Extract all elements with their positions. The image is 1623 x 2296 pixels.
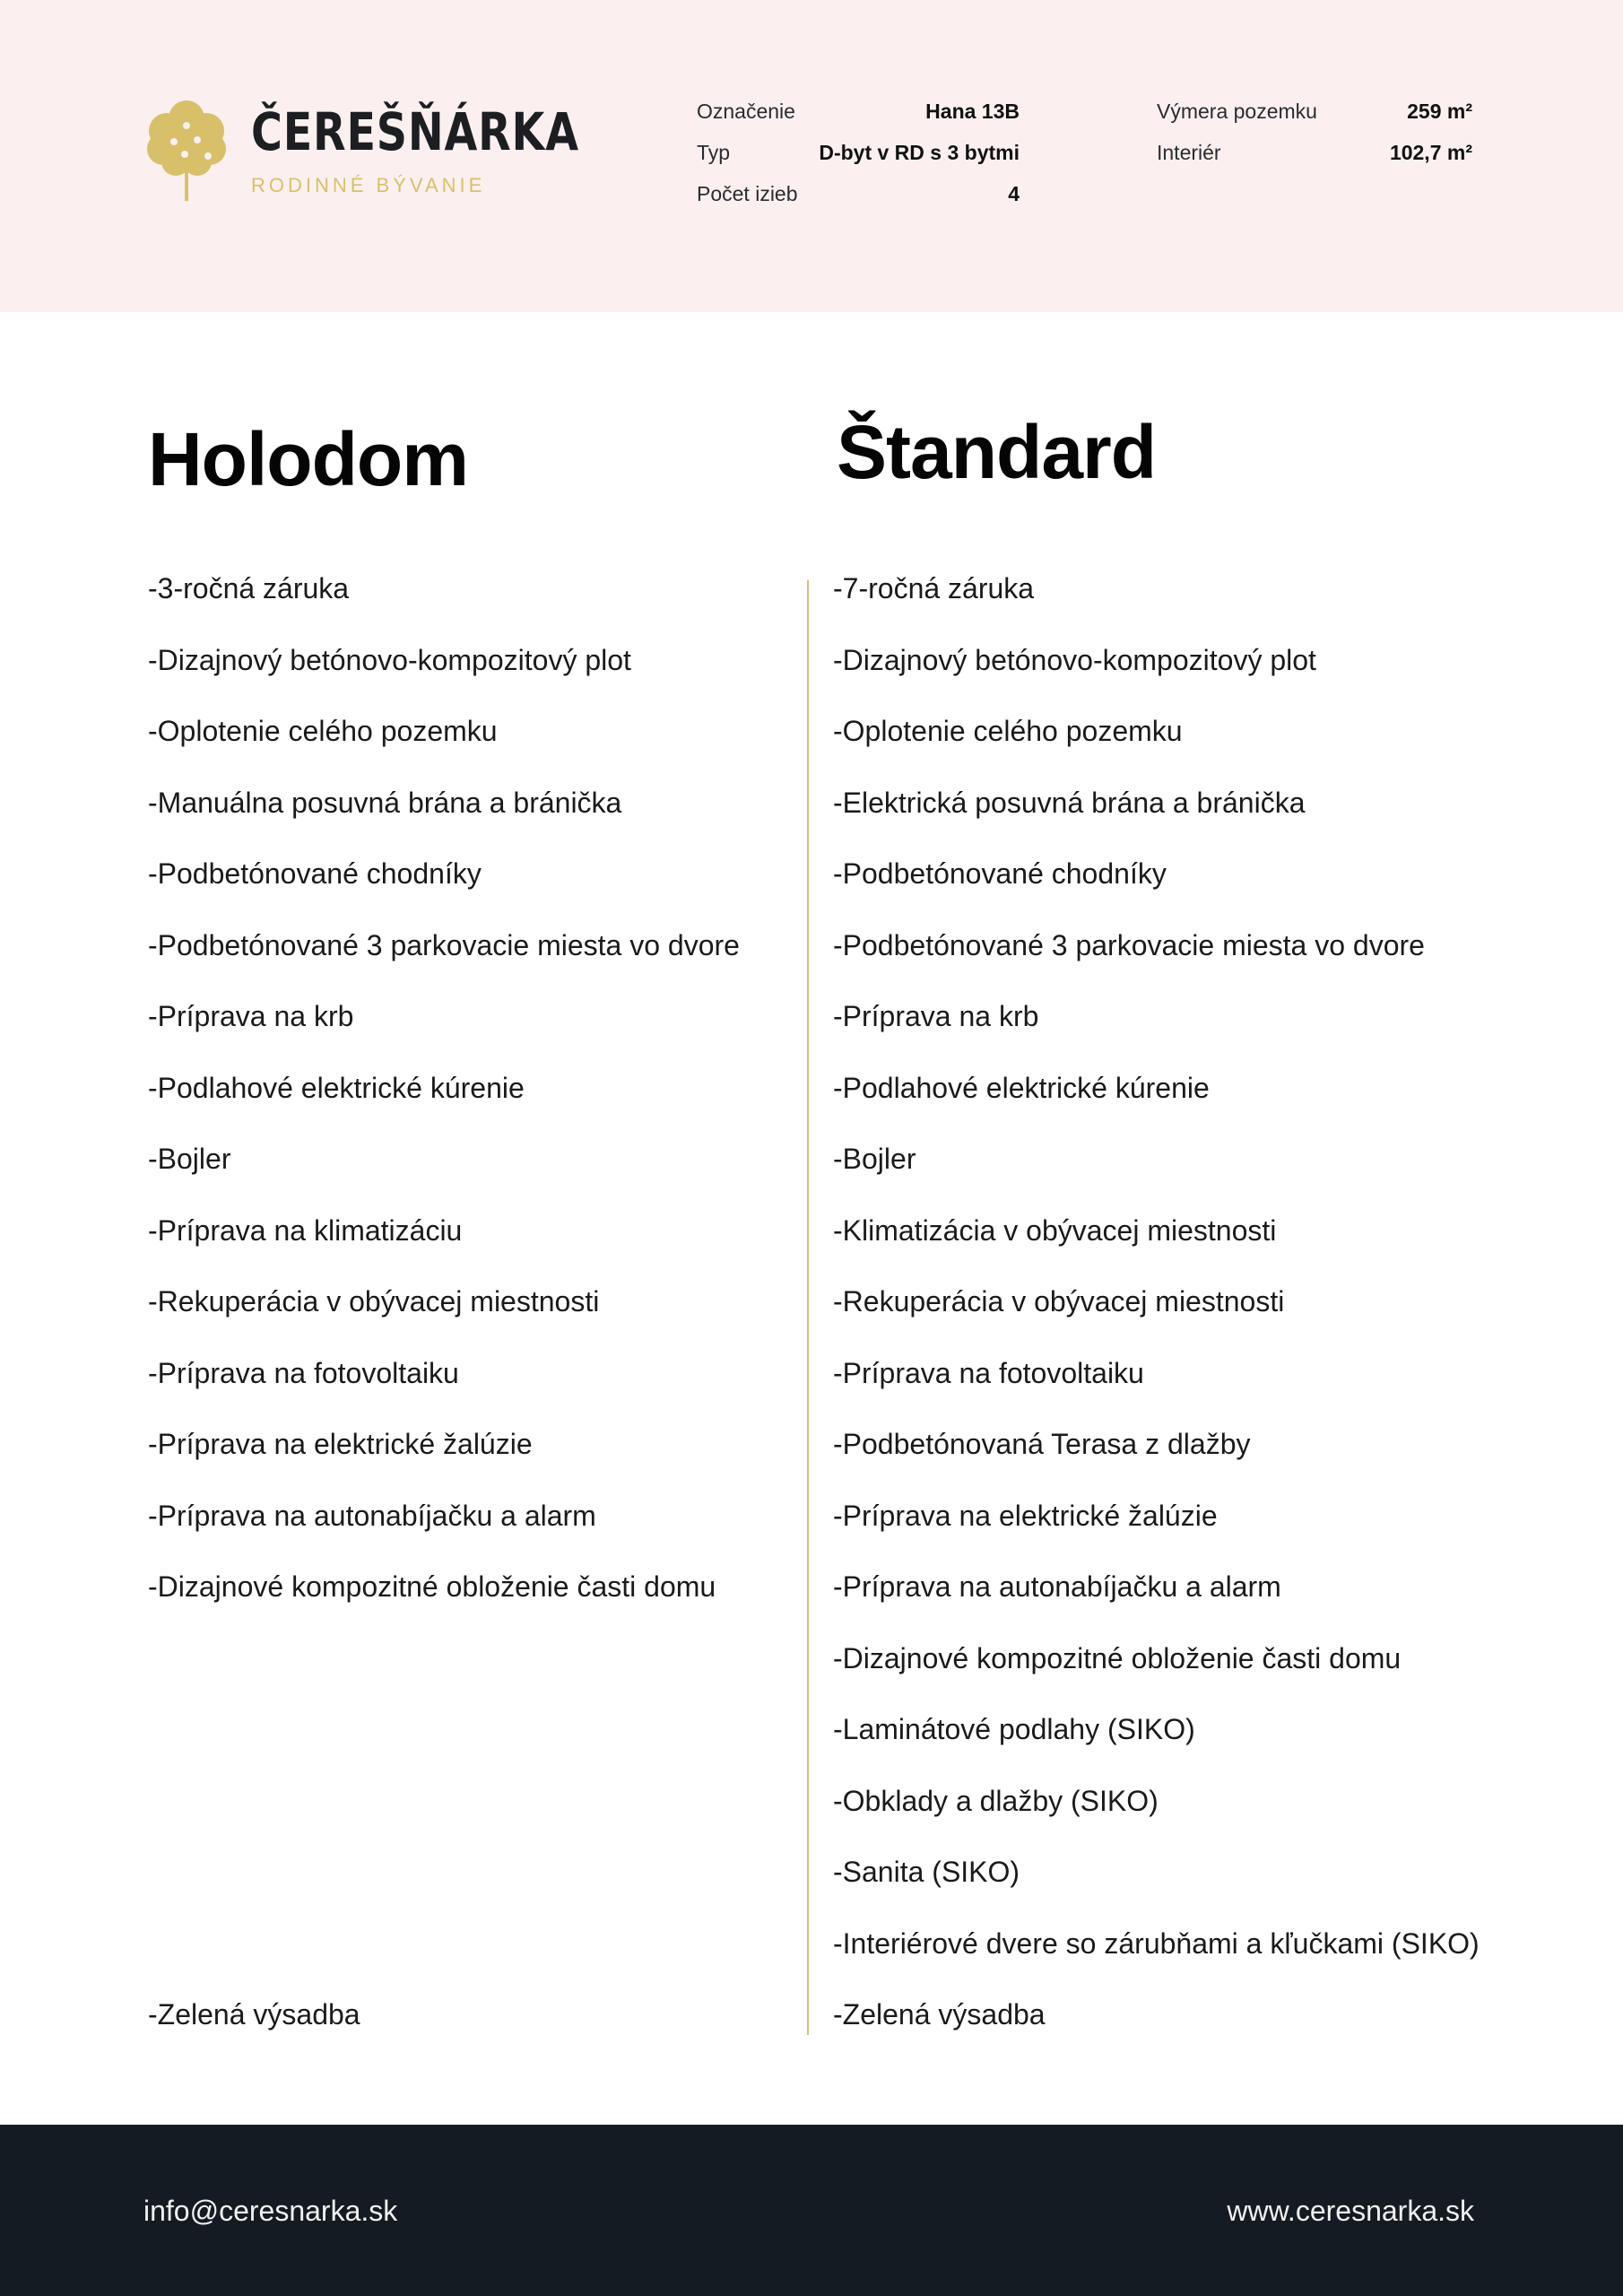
list-item: -Podbetónované 3 parkovacie miesta vo dvore <box>148 928 740 961</box>
list-item: -Rekuperácia v obývacej miestnosti <box>833 1285 1285 1318</box>
list-item: -Oplotenie celého pozemku <box>148 715 498 747</box>
list-item: -Oplotenie celého pozemku <box>833 715 1183 747</box>
info-value: D-byt v RD s 3 bytmi <box>819 141 1020 164</box>
list-item: -Dizajnové kompozitné obloženie časti domu <box>833 1641 1402 1674</box>
list-item: -Manuálna posuvná brána a bránička <box>148 786 622 819</box>
list-item: -Podbetónované chodníky <box>833 857 1167 890</box>
list-item: -Zelená výsadba <box>833 1998 1046 2031</box>
list-item: -Príprava na autonabíjačku a alarm <box>148 1499 596 1532</box>
info-value: 259 m² <box>1407 100 1472 123</box>
info-pocet-izieb <box>697 184 1020 204</box>
list-item: -Podbetónovaná Terasa z dlažby <box>833 1428 1251 1460</box>
list-item: -Interiérové dvere so zárubňami a kľučkami (SIKO) <box>833 1926 1480 1960</box>
brand-name: ČEREŠŇÁRKA <box>251 101 579 162</box>
list-item: -Príprava na krb <box>833 1000 1039 1032</box>
list-item: -Dizajnový betónovo-kompozitový plot <box>833 643 1316 676</box>
list-item: -Príprava na elektrické žalúzie <box>833 1499 1218 1532</box>
footer-email-link[interactable]: info@ceresnarka.sk <box>143 2195 398 2227</box>
list-item: -Príprava na klimatizáciu <box>148 1213 463 1247</box>
list-item: -Bojler <box>833 1143 916 1175</box>
info-vymera <box>1157 101 1472 122</box>
info-label: Označenie <box>697 100 795 123</box>
list-item: -Elektrická posuvná brána a bránička <box>833 786 1306 819</box>
info-label: Výmera pozemku <box>1157 100 1317 123</box>
list-item: -Podbetónované 3 parkovacie miesta vo dvore <box>833 928 1425 961</box>
list-item: -7-ročná záruka <box>833 572 1035 604</box>
brand-tagline: RODINNÉ BÝVANIE <box>251 174 486 196</box>
list-item: -Príprava na fotovoltaiku <box>148 1356 459 1389</box>
info-value: 102,7 m² <box>1389 141 1472 164</box>
footer-web-link[interactable]: www.ceresnarka.sk <box>1227 2195 1474 2227</box>
list-item: -Obklady a dlažby (SIKO) <box>833 1784 1159 1817</box>
info-oznacenie <box>697 101 1020 122</box>
info-label: Interiér <box>1157 141 1221 164</box>
list-item: -Príprava na autonabíjačku a alarm <box>833 1570 1281 1603</box>
list-item: -Sanita (SIKO) <box>833 1856 1020 1888</box>
list-item: -Dizajnové kompozitné obloženie časti domu <box>148 1570 716 1603</box>
list-item: -Podlahové elektrické kúrenie <box>833 1071 1210 1104</box>
footer <box>0 2125 1623 2296</box>
info-value: 4 <box>1008 182 1020 205</box>
list-item: -Dizajnový betónovo-kompozitový plot <box>148 643 631 676</box>
list-item: -Zelená výsadba <box>148 1998 360 2031</box>
list-item: -Laminátové podlahy (SIKO) <box>833 1713 1195 1745</box>
holodom-title: Holodom <box>148 417 468 501</box>
info-interier <box>1157 143 1472 163</box>
list-item: -Príprava na elektrické žalúzie <box>148 1428 533 1460</box>
info-typ <box>697 143 1020 163</box>
list-item: -Bojler <box>148 1143 231 1175</box>
info-label: Typ <box>697 141 731 164</box>
column-divider <box>807 580 809 2035</box>
tree-icon <box>145 99 228 201</box>
list-item: -Rekuperácia v obývacej miestnosti <box>148 1285 600 1318</box>
info-value: Hana 13B <box>925 100 1020 123</box>
brand-logo[interactable] <box>145 99 579 202</box>
header <box>0 0 1623 312</box>
list-item: -Príprava na krb <box>148 1000 354 1032</box>
info-label: Počet izieb <box>697 182 798 205</box>
list-item: -3-ročná záruka <box>148 572 350 604</box>
list-item: -Príprava na fotovoltaiku <box>833 1356 1144 1389</box>
standard-title: Štandard <box>837 410 1157 494</box>
list-item: -Podlahové elektrické kúrenie <box>148 1071 525 1104</box>
list-item: -Klimatizácia v obývacej miestnosti <box>833 1213 1277 1247</box>
list-item: -Podbetónované chodníky <box>148 857 482 890</box>
